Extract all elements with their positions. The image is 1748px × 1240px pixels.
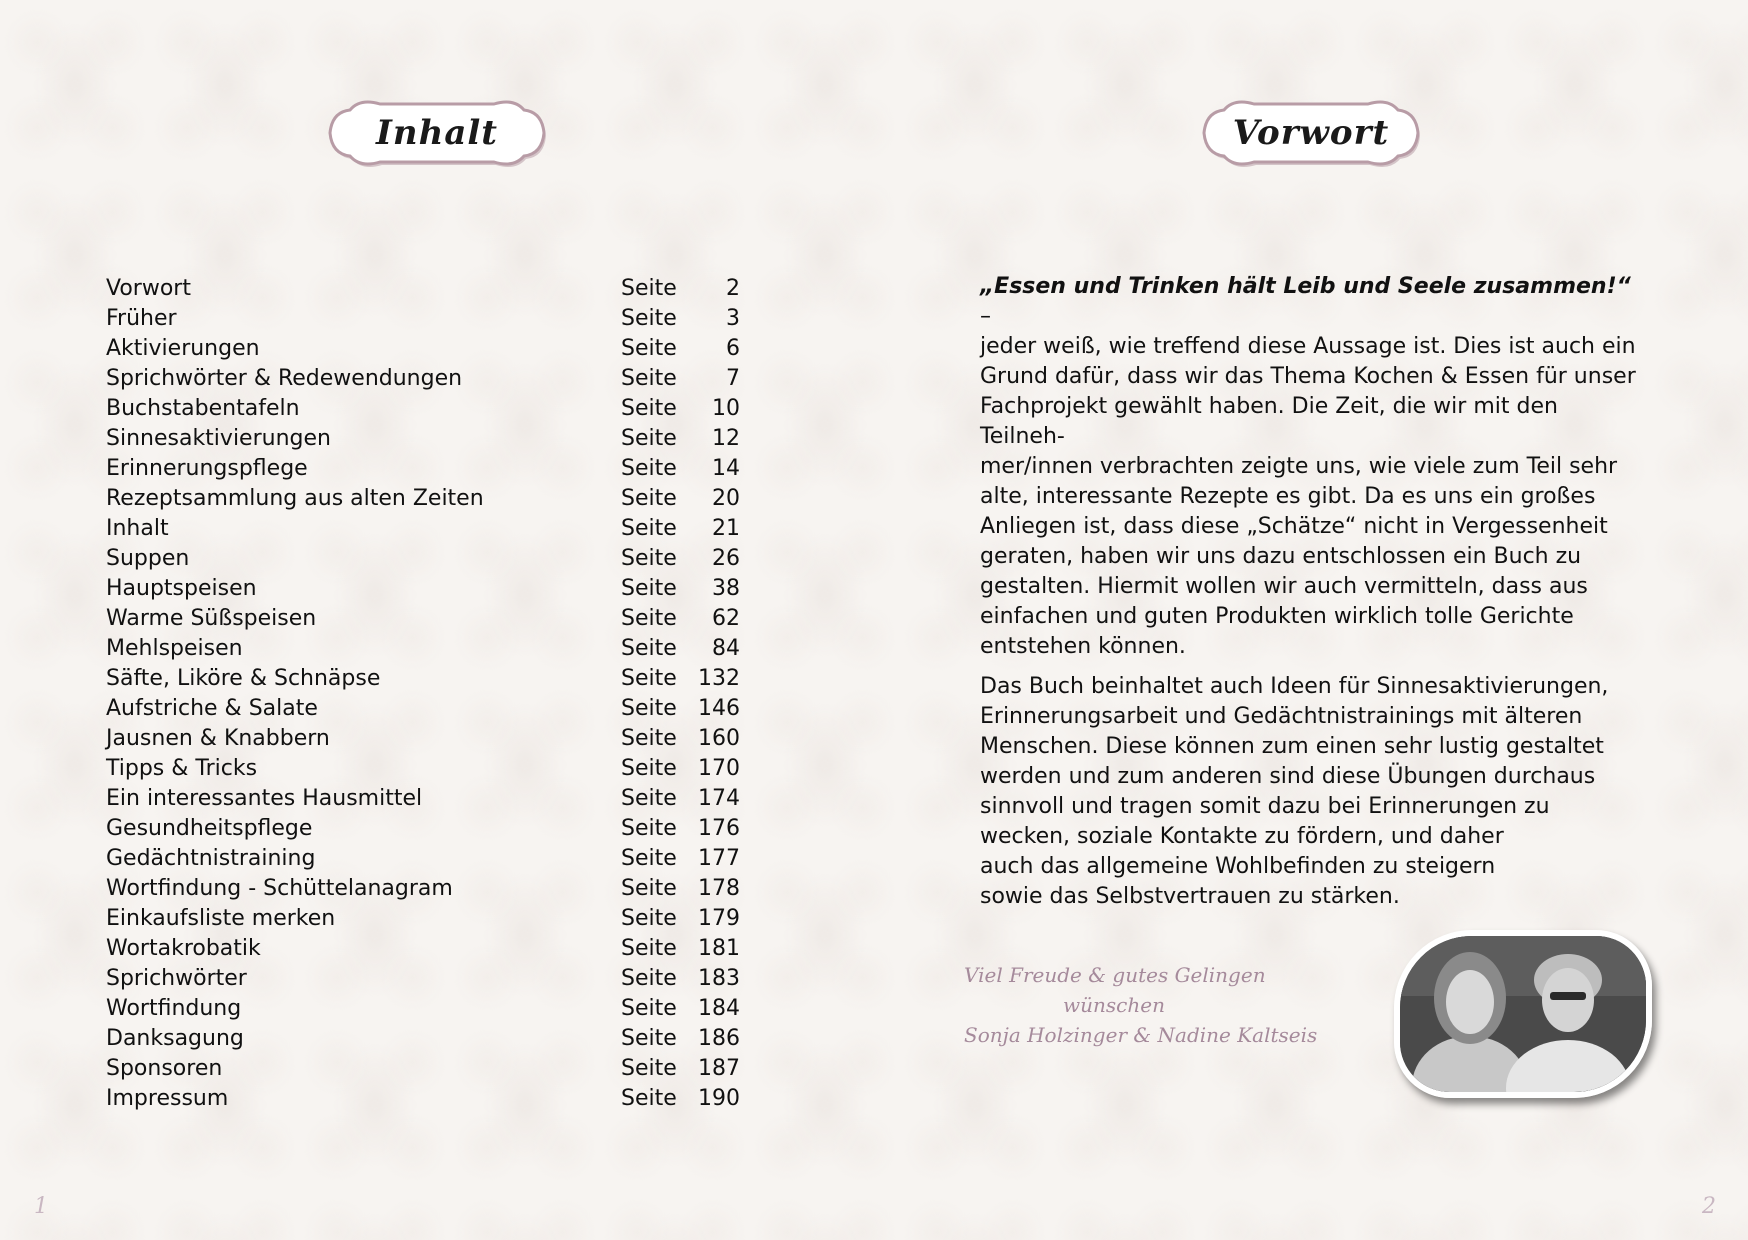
toc-entry [106,334,740,364]
toc-entry-seite-label: Seite [621,816,677,841]
page-number: 2 [1702,1194,1716,1219]
toc-entry-seite-label: Seite [621,576,677,601]
text-line: auch das allgemeine Wohlbefinden zu steigern [980,854,1496,879]
toc-entry-seite-label: Seite [621,456,677,481]
toc-entry-title: Suppen [106,546,190,571]
text-line: geraten, haben wir uns dazu entschlossen ein Buch zu [980,544,1582,569]
toc-entry-page-number: 187 [698,1056,740,1081]
toc-entry-title: Einkaufsliste merken [106,906,336,931]
text-line: wecken, soziale Kontakte zu fördern, und daher [980,824,1504,849]
toc-entry-title: Sponsoren [106,1056,223,1081]
toc-entry [106,1054,740,1084]
signature-line: Sonja Holzinger & Nadine Kaltseis [964,1023,1318,1047]
toc-entry-seite-label: Seite [621,996,677,1021]
vorwort-paragraph-2 [980,672,1640,912]
toc-entry [106,304,740,334]
toc-entry [106,634,740,664]
authors-photo-image [1400,936,1646,1092]
toc-entry [106,814,740,844]
vorwort-paragraph-1 [980,272,1640,662]
text-line: sinnvoll und tragen somit dazu bei Erinnerungen zu [980,794,1550,819]
page-number: 1 [34,1194,48,1219]
toc-entry-page-number: 181 [698,936,740,961]
toc-entry [106,994,740,1024]
toc-entry-title: Säfte, Liköre & Schnäpse [106,666,381,691]
toc-entry-title: Aufstriche & Salate [106,696,318,721]
toc-entry-page-number: 190 [698,1086,740,1111]
toc-entry [106,844,740,874]
text-line: jeder weiß, wie treffend diese Aussage ist. Dies ist auch ein [980,334,1636,359]
toc-entry-title: Sinnesaktivierungen [106,426,331,451]
page-title: Inhalt [376,113,498,153]
toc-entry-title: Ein interessantes Hausmittel [106,786,423,811]
toc-entry-page-number: 174 [698,786,740,811]
text-line: Anliegen ist, dass diese „Schätze“ nicht in Vergessenheit [980,514,1608,539]
toc-entry-page-number: 184 [698,996,740,1021]
toc-entry-seite-label: Seite [621,336,677,361]
toc-entry [106,664,740,694]
toc-entry-seite-label: Seite [621,936,677,961]
toc-entry-title: Wortakrobatik [106,936,261,961]
table-of-contents [106,274,740,1114]
toc-entry-title: Buchstabentafeln [106,396,300,421]
toc-entry-seite-label: Seite [621,426,677,451]
toc-entry-page-number: 179 [698,906,740,931]
toc-entry-page-number: 2 [726,276,740,301]
toc-entry-page-number: 84 [712,636,740,661]
toc-entry-seite-label: Seite [621,906,677,931]
vorwort-heading-plaque [1194,96,1428,170]
toc-entry [106,724,740,754]
toc-entry-title: Rezeptsammlung aus alten Zeiten [106,486,484,511]
toc-entry-seite-label: Seite [621,876,677,901]
toc-entry [106,484,740,514]
toc-entry-page-number: 186 [698,1026,740,1051]
toc-entry-page-number: 10 [712,396,740,421]
toc-entry-seite-label: Seite [621,546,677,571]
signature-line: Viel Freude & gutes Gelingen [964,963,1266,987]
text-line: einfachen und guten Produkten wirklich tolle Gerichte [980,604,1574,629]
toc-entry-title: Mehlspeisen [106,636,243,661]
signature-line: wünschen [1063,993,1165,1017]
toc-entry [106,574,740,604]
toc-entry-page-number: 26 [712,546,740,571]
toc-entry [106,424,740,454]
text-line: – [980,304,991,329]
toc-entry-page-number: 146 [698,696,740,721]
toc-entry-seite-label: Seite [621,516,677,541]
text-line: mer/innen verbrachten zeigte uns, wie viele zum Teil sehr [980,454,1618,479]
right-page [874,0,1748,1240]
toc-entry-title: Wortfindung [106,996,242,1021]
toc-entry-seite-label: Seite [621,636,677,661]
toc-entry-seite-label: Seite [621,786,677,811]
toc-entry-title: Tipps & Tricks [106,756,258,781]
toc-entry-title: Erinnerungspflege [106,456,308,481]
signature [964,960,1318,1050]
toc-entry-page-number: 177 [698,846,740,871]
text-line: Menschen. Diese können zum einen sehr lustig gestaltet [980,734,1604,759]
toc-entry-page-number: 62 [712,606,740,631]
toc-entry-page-number: 132 [698,666,740,691]
toc-entry-page-number: 3 [726,306,740,331]
toc-entry-seite-label: Seite [621,726,677,751]
toc-entry [106,544,740,574]
toc-entry-page-number: 20 [712,486,740,511]
toc-entry-page-number: 21 [712,516,740,541]
toc-entry [106,784,740,814]
text-line: entstehen können. [980,634,1186,659]
text-line: Fachprojekt gewählt haben. Die Zeit, die wir mit den Teilneh- [980,394,1558,449]
page-title: Vorwort [1232,113,1390,153]
inhalt-heading-plaque [320,96,554,170]
toc-entry-seite-label: Seite [621,1026,677,1051]
text-line: Grund dafür, dass wir das Thema Kochen & Essen für unser [980,364,1636,389]
toc-entry-page-number: 7 [726,366,740,391]
toc-entry-seite-label: Seite [621,306,677,331]
toc-entry-page-number: 176 [698,816,740,841]
toc-entry-title: Danksagung [106,1026,244,1051]
toc-entry-title: Früher [106,306,177,331]
toc-entry [106,604,740,634]
toc-entry-title: Warme Süßspeisen [106,606,317,631]
toc-entry [106,1084,740,1114]
toc-entry-title: Gesundheitspflege [106,816,313,841]
toc-entry-title: Impressum [106,1086,229,1111]
toc-entry-seite-label: Seite [621,966,677,991]
toc-entry [106,364,740,394]
toc-entry-page-number: 12 [712,426,740,451]
toc-entry [106,394,740,424]
toc-entry-seite-label: Seite [621,756,677,781]
toc-entry-page-number: 178 [698,876,740,901]
toc-entry-seite-label: Seite [621,1056,677,1081]
toc-entry-title: Sprichwörter & Redewendungen [106,366,463,391]
toc-entry [106,874,740,904]
quote: „Essen und Trinken hält Leib und Seele zusammen!“ [980,274,1631,299]
text-line: sowie das Selbstvertrauen zu stärken. [980,884,1400,909]
toc-entry-page-number: 160 [698,726,740,751]
toc-entry-seite-label: Seite [621,366,677,391]
text-line: alte, interessante Rezepte es gibt. Da es uns ein großes [980,484,1596,509]
toc-entry [106,694,740,724]
toc-entry [106,934,740,964]
toc-entry-seite-label: Seite [621,396,677,421]
toc-entry-seite-label: Seite [621,666,677,691]
text-line: Erinnerungsarbeit und Gedächtnistrainings mit älteren [980,704,1583,729]
toc-entry-seite-label: Seite [621,696,677,721]
toc-entry-title: Sprichwörter [106,966,247,991]
toc-entry-page-number: 38 [712,576,740,601]
toc-entry-title: Wortfindung - Schüttelanagram [106,876,453,901]
text-line: Das Buch beinhaltet auch Ideen für Sinnesaktivierungen, [980,674,1609,699]
toc-entry-title: Inhalt [106,516,169,541]
toc-entry-title: Gedächtnistraining [106,846,316,871]
toc-entry [106,1024,740,1054]
toc-entry-seite-label: Seite [621,846,677,871]
toc-entry-title: Jausnen & Knabbern [106,726,330,751]
toc-entry-seite-label: Seite [621,1086,677,1111]
toc-entry [106,454,740,484]
authors-photo [1394,930,1652,1098]
text-line: werden und zum anderen sind diese Übungen durchaus [980,764,1596,789]
toc-entry [106,964,740,994]
toc-entry [106,514,740,544]
text-line: gestalten. Hiermit wollen wir auch vermitteln, dass aus [980,574,1588,599]
toc-entry [106,274,740,304]
toc-entry [106,754,740,784]
toc-entry-seite-label: Seite [621,486,677,511]
toc-entry-page-number: 183 [698,966,740,991]
toc-entry-seite-label: Seite [621,606,677,631]
toc-entry-title: Vorwort [106,276,191,301]
toc-entry-title: Hauptspeisen [106,576,257,601]
toc-entry-title: Aktivierungen [106,336,260,361]
toc-entry-page-number: 170 [698,756,740,781]
toc-entry-page-number: 6 [726,336,740,361]
toc-entry-page-number: 14 [712,456,740,481]
toc-entry [106,904,740,934]
toc-entry-seite-label: Seite [621,276,677,301]
